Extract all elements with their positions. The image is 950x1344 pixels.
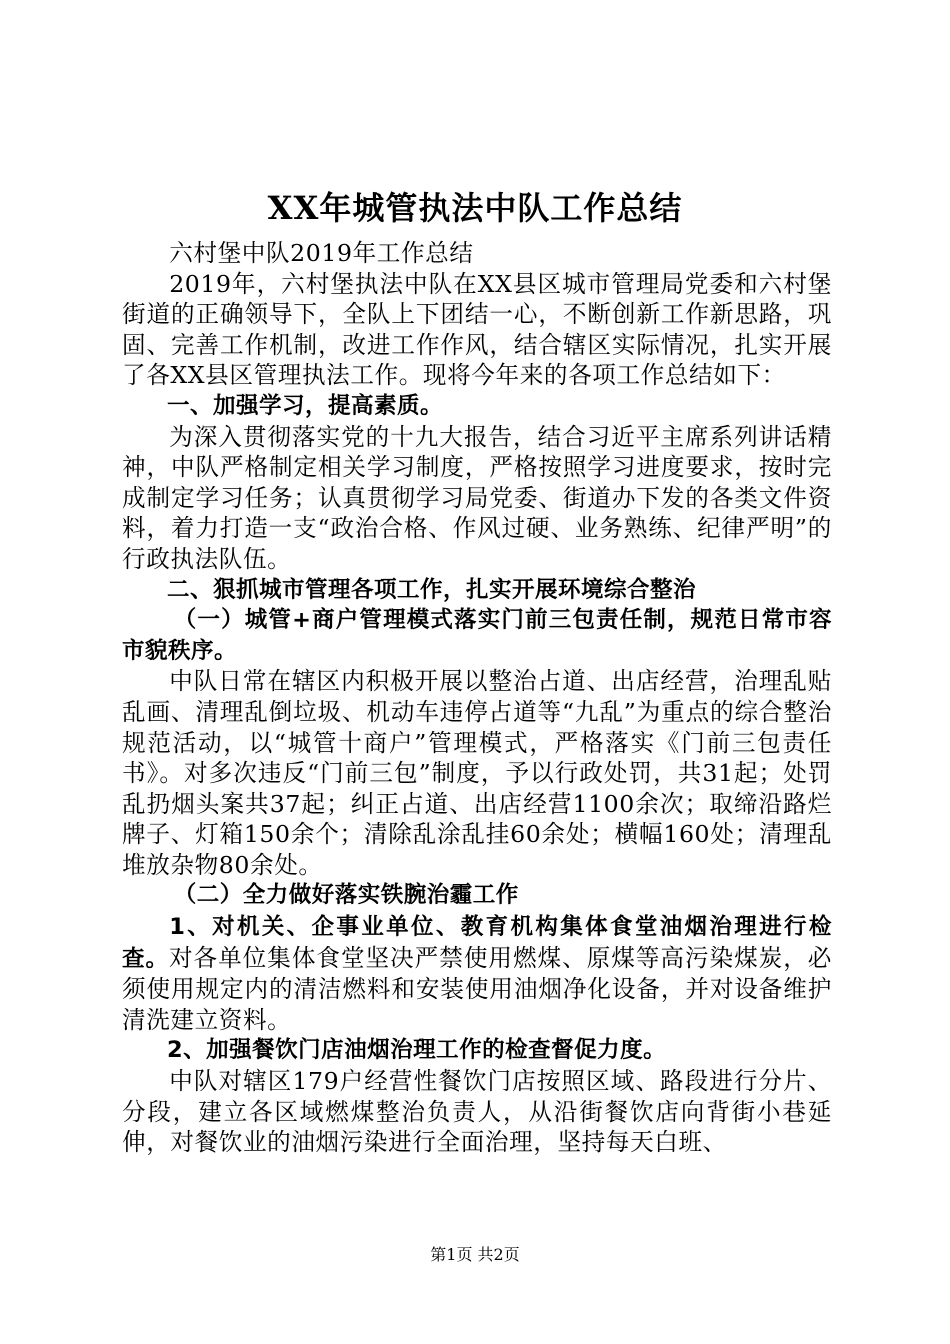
section2-1-paragraph: 中队日常在辖区内积极开展以整治占道、出店经营，治理乱贴乱画、清理乱倒垃圾、机动车违停占道等“九乱”为重点的综合整治规范活动，以“城管十商户”管理模式，严格落实《门前三包责任书》。对多次违反“门前三包”制度，予以行政处罚，共31起；处罚乱扔烟头案共37起；纠正占道、出店经营1100余次；取缔沿路烂牌子、灯箱150余个；清除乱涂乱挂60余处；横幅160处；清理乱堆放杂物80余处。	[122, 667, 832, 879]
section1-heading: 一、加强学习，提高素质。	[167, 392, 444, 419]
section2-1-heading: （一）城管+商户管理模式落实门前三包责任制，规范日常市容市貌秩序。	[122, 607, 832, 664]
intro-paragraph: 2019年，六村堡执法中队在XX县区城市管理局党委和六村堡街道的正确领导下，全队上下团结一心，不断创新工作新思路，巩固、完善工作机制，改进工作作风，结合辖区实际情况，扎实开展了各XX县区管理执法工作。现将今年来的各项工作总结如下：	[122, 269, 832, 390]
item2-heading: 2、加强餐饮门店油烟治理工作的检查督促力度。	[167, 1037, 667, 1064]
item1-heading: 1、对机关、企事业单位、教育机构集体食堂油烟治理进行检查。	[122, 914, 832, 972]
document-body	[122, 238, 832, 1158]
page-number: 第1页 共2页	[430, 1245, 520, 1264]
document-title: XX年城管执法中队工作总结	[267, 189, 683, 227]
section1-paragraph: 为深入贯彻落实党的十九大报告，结合习近平主席系列讲话精神，中队严格制定相关学习制度，严格按照学习进度要求，按时完成制定学习任务；认真贯彻学习局党委、街道办下发的各类文件资料，着力打造一支“政治合格、作风过硬、业务熟练、纪律严明”的行政执法队伍。	[122, 422, 832, 573]
section2-heading: 二、狠抓城市管理各项工作，扎实开展环境综合整治	[167, 576, 697, 603]
document-subtitle: 六村堡中队2019年工作总结	[169, 239, 474, 267]
section2-2-heading: （二）全力做好落实铁腕治霾工作	[173, 882, 519, 909]
item1-body: 对各单位集体食堂坚决严禁使用燃煤、原煤等高污染煤炭，必须使用规定内的清洁燃料和安装使用油烟净化设备，并对设备维护清洗建立资料。	[122, 943, 833, 1034]
item1-paragraph	[122, 911, 832, 1035]
item2-paragraph: 中队对辖区179户经营性餐饮门店按照区域、路段进行分片、分段，建立各区域燃煤整治负责人，从沿街餐饮店向背街小巷延伸，对餐饮业的油烟污染进行全面治理，坚持每天白班、	[122, 1067, 832, 1157]
